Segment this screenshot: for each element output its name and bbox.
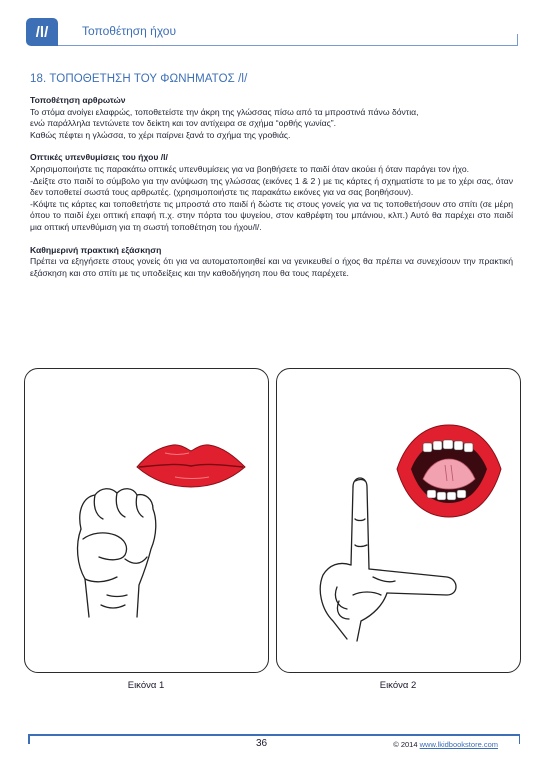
- placement-heading: Τοποθέτηση αρθρωτών: [30, 95, 126, 105]
- closed-lips-icon: [137, 445, 245, 487]
- figure-card-2: [276, 368, 521, 673]
- footer-rule: [28, 734, 520, 736]
- page-header: [26, 18, 518, 44]
- page-footer: [28, 734, 520, 760]
- section-title: 18. ΤΟΠΟΘΕΤΗΣΗ ΤΟΥ ΦΩΝΗΜΑΤΟΣ /l/: [30, 73, 248, 85]
- body-text: [30, 95, 513, 279]
- open-mouth-icon: [397, 425, 501, 517]
- page-number: 36: [256, 738, 268, 749]
- open-mouth-l-hand-illustration: [277, 369, 520, 672]
- placement-line-2: ενώ παράλληλα τεντώνετε τον δείκτη και τον αντίχειρα σε σχήμα “ορθής γωνίας”.: [30, 118, 336, 129]
- visual-cues-paragraph-1: Χρησιμοποιήστε τις παρακάτω οπτικές υπενθυμίσεις για να βοηθήσετε το παιδί όταν ακούει ή όταν παράγει τον ήχο.: [30, 163, 469, 174]
- figure-card-1: [24, 368, 269, 673]
- practice-paragraph: Πρέπει να εξηγήσετε στους γονείς ότι για να αυτοματοποιηθεί και να γενικευθεί ο ήχος θα πρέπει να συνεχίσουν την πρακτική εξάσκηση και στο σπίτι με τις υποδείξεις και την καθοδήγηση που θα τους παρέχετε.: [30, 256, 513, 278]
- header-rule-end: [517, 34, 518, 45]
- copyright-year: © 2014: [393, 740, 418, 749]
- practice-heading: Καθημερινή πρακτική εξάσκηση: [30, 244, 162, 255]
- phoneme-badge: /l/: [26, 18, 58, 46]
- fist-icon: [78, 489, 156, 617]
- closed-lips-fist-illustration: [25, 369, 268, 672]
- figure-caption-1: Εικόνα 1: [127, 680, 165, 691]
- placement-line-3: Καθώς πέφτει η γλώσσα, το χέρι παίρνει ξανά το σχήμα της γροθιάς.: [30, 129, 291, 140]
- figure-caption-2: Εικόνα 2: [379, 680, 417, 691]
- header-title: Τοποθέτηση ήχου: [82, 24, 177, 38]
- placement-line-1: Το στόμα ανοίγει ελαφρώς, τοποθετείστε την άκρη της γλώσσας πίσω από τα μπροστινά πάνω δόντια,: [30, 106, 419, 117]
- visual-cues-paragraph-3: -Κόψτε τις κάρτες και τοποθετήστε τις μπροστά στο παιδί ή δώστε τις στους γονείς για να τις τοποθετήσουν στο σπίτι (σε μέρη όπου το παιδί έχει οπτική επαφή π.χ. στην πόρτα του ψυγείου, στον καθρέφτη του μπάνιου, κλπ.) Αυτό θα παρέχει στο παιδί μια οπτική υπενθύμιση για τη σωστή τοποθέτηση του ήχου/l/.: [30, 198, 513, 232]
- visual-cues-heading: Οπτικές υπενθυμίσεις του ήχου /l/: [30, 152, 168, 163]
- visual-cues-paragraph-2: -Δείξτε στο παιδί το σύμβολο για την ανύψωση της γλώσσας (εικόνες 1 & 2 ) με τις κάρτες ή σχηματίστε το με το χέρι σας, όταν δεν τοποθετεί σωστά τους αρθρωτές. (χρησιμοποιήστε τις παρακάτω εικόνες για να σας βοηθήσουν).: [30, 175, 513, 198]
- publisher-link[interactable]: www.lkidbookstore.com: [419, 740, 498, 749]
- copyright: [393, 740, 498, 749]
- header-rule: [58, 45, 518, 46]
